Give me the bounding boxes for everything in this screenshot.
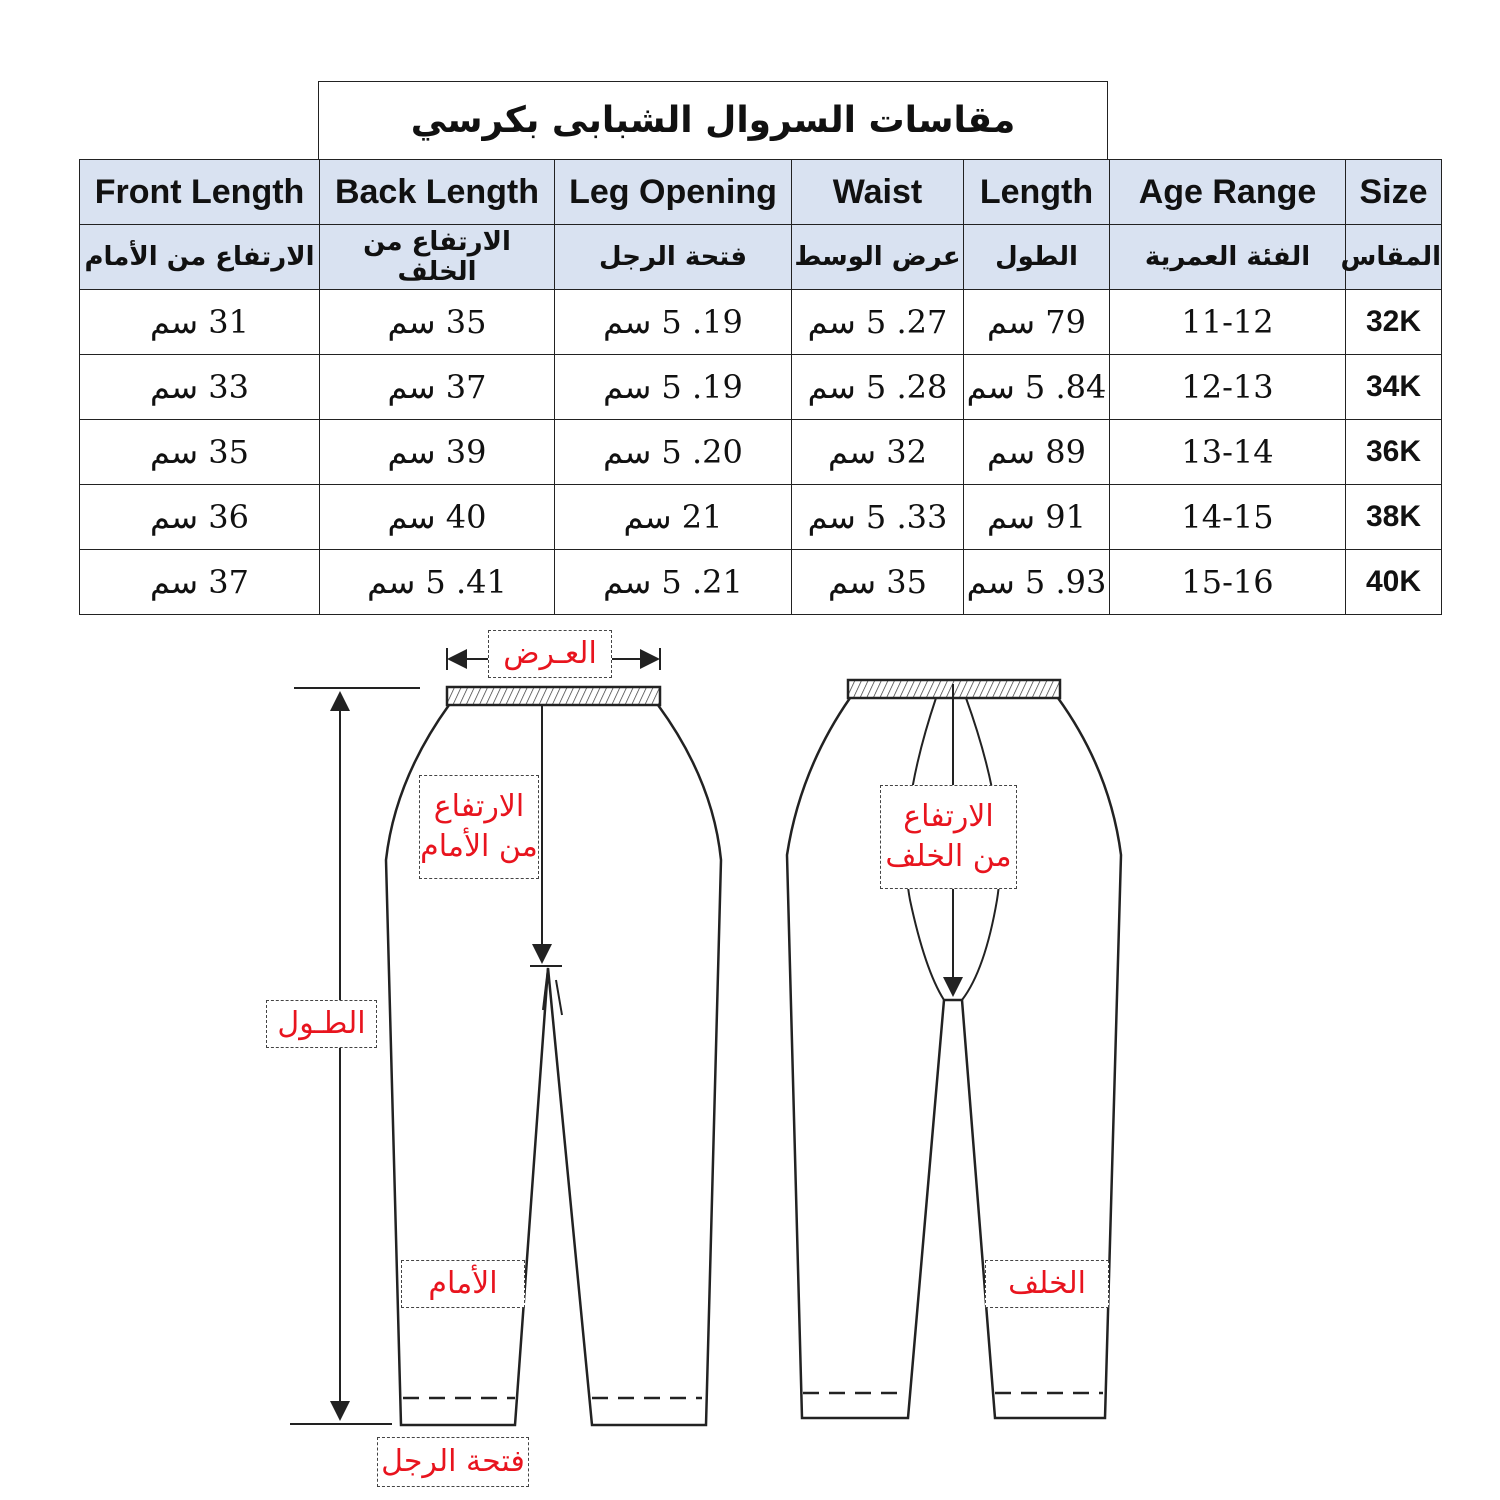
header-waist: Waist	[792, 160, 964, 225]
header-back-length: Back Length	[320, 160, 555, 225]
cell-back-length: 37 سم	[320, 355, 555, 420]
header-row-arabic	[80, 225, 1442, 290]
cell-front-length: 31 سم	[80, 290, 320, 355]
table-row	[80, 420, 1442, 485]
cell-leg-opening: 20. 5 سم	[555, 420, 792, 485]
cell-age-range: 13-14	[1110, 420, 1346, 485]
cell-back-length: 35 سم	[320, 290, 555, 355]
header-age-range: Age Range	[1110, 160, 1346, 225]
cell-leg-opening: 19. 5 سم	[555, 355, 792, 420]
header-front-length-ar: الارتفاع من الأمام	[80, 225, 320, 290]
header-back-length-ar: الارتفاع من الخلف	[320, 225, 555, 290]
chart-title: مقاسات السروال الشبابى بكرسي	[318, 81, 1108, 159]
cell-age-range: 12-13	[1110, 355, 1346, 420]
header-front-length: Front Length	[80, 160, 320, 225]
header-size: Size	[1346, 160, 1442, 225]
cell-waist: 35 سم	[792, 550, 964, 615]
front-rise-label: الارتفاع من الأمام	[419, 775, 539, 879]
header-length-ar: الطول	[964, 225, 1110, 290]
cell-size: 34K	[1346, 355, 1442, 420]
header-length: Length	[964, 160, 1110, 225]
header-age-range-ar: الفئة العمرية	[1110, 225, 1346, 290]
table-row	[80, 290, 1442, 355]
cell-front-length: 37 سم	[80, 550, 320, 615]
header-waist-ar: عرض الوسط	[792, 225, 964, 290]
cell-length: 91 سم	[964, 485, 1110, 550]
cell-back-length: 41. 5 سم	[320, 550, 555, 615]
table-row	[80, 485, 1442, 550]
cell-leg-opening: 21. 5 سم	[555, 550, 792, 615]
cell-length: 84. 5 سم	[964, 355, 1110, 420]
cell-leg-opening: 21 سم	[555, 485, 792, 550]
cell-back-length: 40 سم	[320, 485, 555, 550]
cell-size: 40K	[1346, 550, 1442, 615]
header-leg-opening-ar: فتحة الرجل	[555, 225, 792, 290]
cell-front-length: 36 سم	[80, 485, 320, 550]
cell-age-range: 14-15	[1110, 485, 1346, 550]
length-label: الطـول	[266, 1000, 377, 1048]
header-size-ar: المقاس	[1346, 225, 1442, 290]
cell-waist: 32 سم	[792, 420, 964, 485]
pants-diagram	[0, 620, 1500, 1500]
cell-length: 93. 5 سم	[964, 550, 1110, 615]
cell-age-range: 15-16	[1110, 550, 1346, 615]
table-row	[80, 550, 1442, 615]
back-rise-label: الارتفاع من الخلف	[880, 785, 1017, 889]
cell-size: 36K	[1346, 420, 1442, 485]
back-label: الخلف	[985, 1260, 1109, 1308]
cell-leg-opening: 19. 5 سم	[555, 290, 792, 355]
cell-age-range: 11-12	[1110, 290, 1346, 355]
cell-size: 32K	[1346, 290, 1442, 355]
cell-length: 79 سم	[964, 290, 1110, 355]
header-leg-opening: Leg Opening	[555, 160, 792, 225]
cell-waist: 33. 5 سم	[792, 485, 964, 550]
table-row	[80, 355, 1442, 420]
cell-back-length: 39 سم	[320, 420, 555, 485]
width-label: العـرض	[488, 630, 612, 678]
leg-opening-label: فتحة الرجل	[377, 1437, 529, 1487]
cell-length: 89 سم	[964, 420, 1110, 485]
front-waistband	[447, 687, 660, 705]
cell-waist: 27. 5 سم	[792, 290, 964, 355]
size-table	[79, 159, 1442, 615]
cell-front-length: 35 سم	[80, 420, 320, 485]
cell-size: 38K	[1346, 485, 1442, 550]
front-label: الأمام	[401, 1260, 525, 1308]
header-row-english	[80, 160, 1442, 225]
cell-front-length: 33 سم	[80, 355, 320, 420]
cell-waist: 28. 5 سم	[792, 355, 964, 420]
